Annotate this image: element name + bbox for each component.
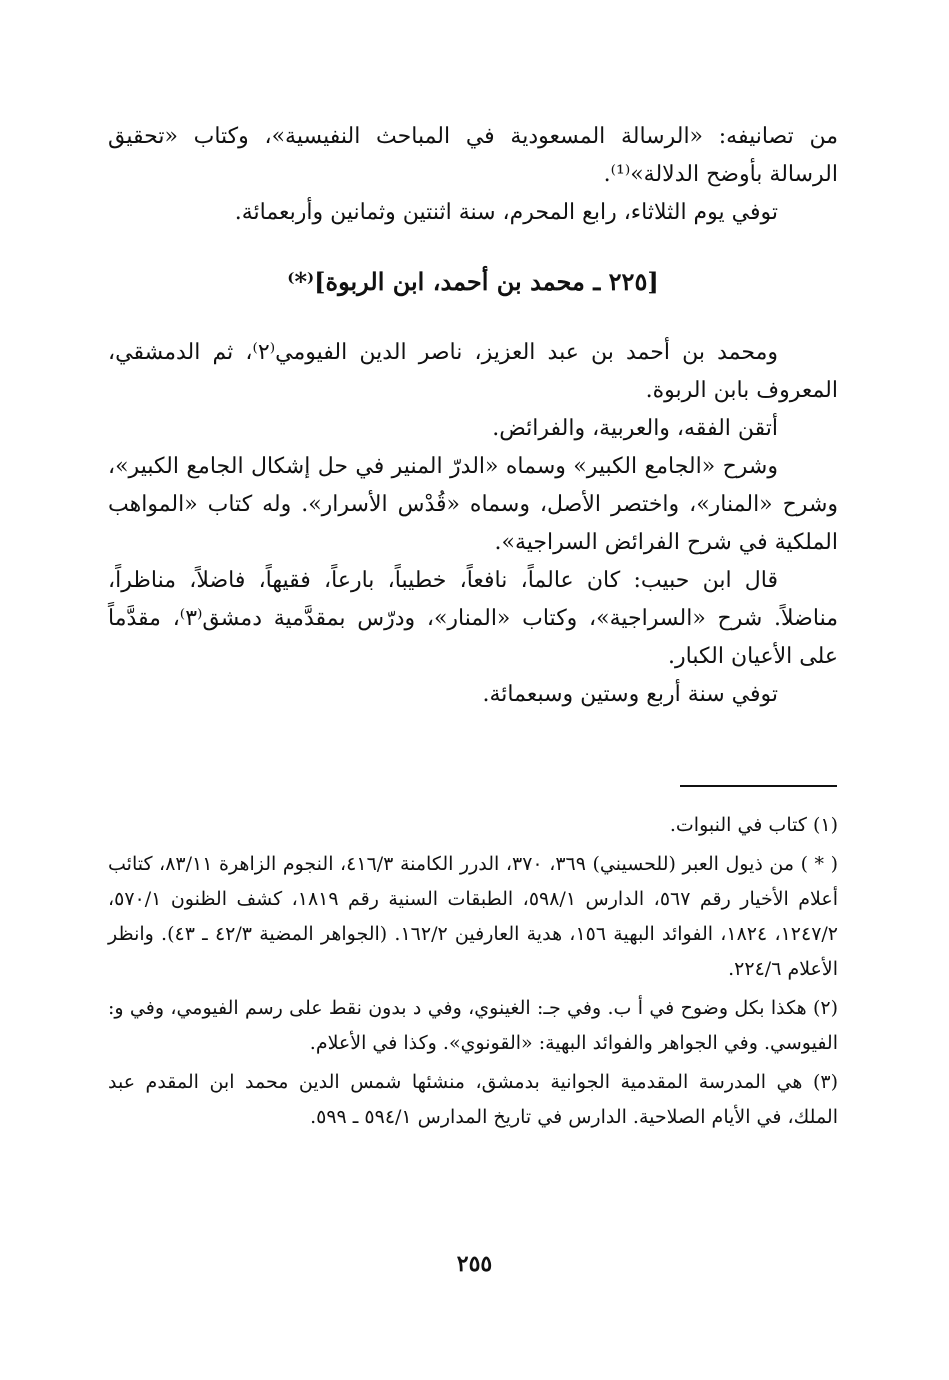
intro-section bbox=[108, 118, 838, 232]
footnote-text: من ذيول العبر (للحسيني) ٣٦٩، ٣٧٠، الدرر الكامنة ٤١٦/٣، النجوم الزاهرة ٨٣/١١، كتائب أعلام الأخيار رقم ٥٦٧، الدارس ٥٩٨/١، الطبقات السنية رقم ١٨١٩، كشف الظنون ٥٧٠/١، ١٢٤٧/٢، ١٨٢٤، الفوائد البهية ١٥٦، هدية العارفين ١٦٢/٢. (الجواهر المضية ٤٢/٣ ـ ٤٣). وانظر الأعلام ٢٢٤/٦. bbox=[108, 853, 839, 980]
footnotes-section bbox=[108, 808, 838, 1139]
entry-paragraph-death: توفي سنة أربع وستين وسبعمائة. bbox=[482, 682, 778, 707]
intro-paragraph-death: توفي يوم الثلاثاء، رابع المحرم، سنة اثنتين وثمانين وأربعمائة. bbox=[234, 200, 778, 225]
footnote-mark: (٢) bbox=[812, 997, 838, 1019]
entry-paragraph-studies: أتقن الفقه، والعربية، والفرائض. bbox=[492, 416, 778, 441]
footnote-text: هي المدرسة المقدمية الجوانية بدمشق، منشئها شمس الدين محمد ابن المقدم عبد الملك، في الأيام الصلاحية. الدارس في تاريخ المدارس ٥٩٤/١ ـ ٥٩٩. bbox=[108, 1071, 838, 1128]
footnote-mark: (٣) bbox=[812, 1071, 838, 1093]
entry-paragraph-works: وشرح «الجامع الكبير» وسماه «الدرّ المنير في حل إشكال الجامع الكبير»، وشرح «المنار»، واختصر الأصل، وسماه «قُدْس الأسرار». وله كتاب «المواهب الملكية في شرح الفرائض السراجية». bbox=[108, 454, 838, 555]
footnote-mark: (١) bbox=[812, 814, 838, 836]
footnote-2 bbox=[108, 991, 838, 1061]
footnote-text: كتاب في النبوات. bbox=[669, 814, 807, 836]
main-text-block bbox=[108, 118, 838, 714]
entry-body bbox=[108, 334, 838, 714]
entry-paragraph-name: ومحمد بن أحمد بن عبد العزيز، ناصر الدين الفيومي⁽٢⁾، ثم الدمشقي، المعروف بابن الربوة. bbox=[108, 340, 838, 403]
footnote-separator bbox=[680, 785, 837, 787]
entry-paragraph-quote: قال ابن حبيب: كان عالماً، نافعاً، خطيباً، بارعاً، فقيهاً، فاضلاً، مناظراً، مناضلاً. شرح «السراجية»، وكتاب «المنار»، ودرّس بمقدَّمية دمشق⁽٣⁾، مقدَّماً على الأعيان الكبار. bbox=[108, 568, 838, 669]
entry-heading: [٢٢٥ ـ محمد بن أحمد، ابن الربوة]⁽*⁾ bbox=[287, 267, 659, 296]
intro-paragraph-works: من تصانيفه: «الرسالة المسعودية في المباحث النفيسية»، وكتاب «تحقيق الرسالة بأوضح الدلالة»⁽¹⁾. bbox=[108, 124, 838, 187]
page-number: ٢٥٥ bbox=[456, 1251, 493, 1277]
footnote-star bbox=[108, 847, 838, 987]
footnote-1 bbox=[108, 808, 838, 843]
footnote-text: هكذا بكل وضوح في أ ب. وفي جـ: الغينوي، وفي د بدون نقط على رسم الفيومي، وفي و: الفيوسي. وفي الجواهر والفوائد البهية: «القونوي». وكذا في الأعلام. bbox=[108, 997, 838, 1054]
footnote-mark: ( * ) bbox=[800, 853, 839, 875]
footnote-3 bbox=[108, 1065, 838, 1135]
